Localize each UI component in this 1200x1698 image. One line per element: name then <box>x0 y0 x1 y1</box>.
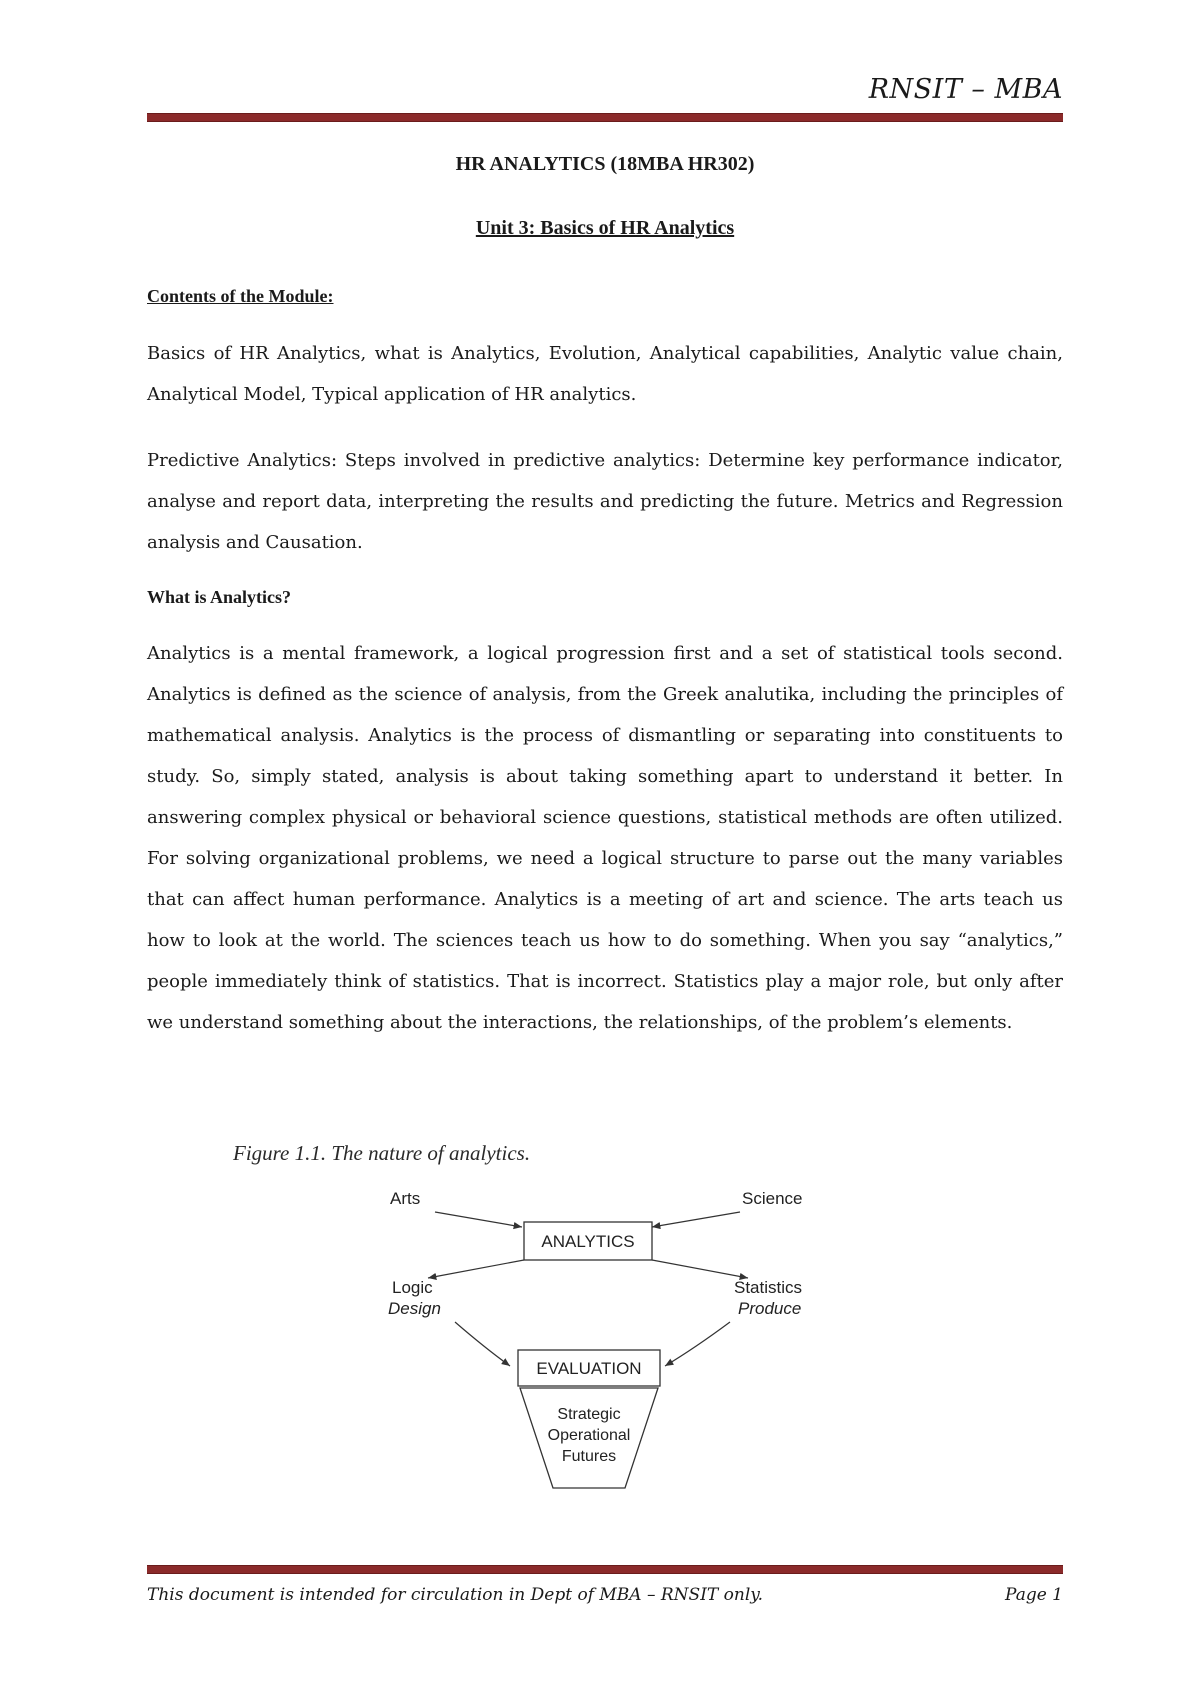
node-produce: Produce <box>738 1299 802 1318</box>
arrow-arts-analytics <box>435 1212 522 1227</box>
unit-title: Unit 3: Basics of HR Analytics <box>475 217 735 239</box>
contents-paragraph: Basics of HR Analytics, what is Analytics, Evolution, Analytical capabilities, Analytic value chain, Analytical Model, Typical application of HR analytics. <box>147 343 1063 405</box>
header-title: RNSIT – MBA <box>868 74 1063 105</box>
footer-rule <box>147 1565 1063 1574</box>
node-operational: Operational <box>547 1427 631 1444</box>
node-design: Design <box>388 1299 441 1318</box>
contents-heading: Contents of the Module: <box>147 286 334 306</box>
node-arts: Arts <box>390 1189 421 1208</box>
analytics-paragraph: Analytics is a mental framework, a logical progression first and a set of statistical tools second. Analytics is defined as the science of analysis, from the Greek analutika, including the principles of mathematical analysis. Analytics is the process of dismantling or separating into constituents to study. So, simply stated, analysis is about taking something apart to understand it better. In answering complex physical or behavioral science questions, statistical methods are often utilized. For solving organizational problems, we need a logical structure to parse out the many variables that can affect human performance. Analytics is a meeting of art and science. The arts teach us how to look at the world. The sciences teach us how to do something. When you say “analytics,” people immediately think of statistics. That is incorrect. Statistics play a major role, but only after we understand something about the interactions, the relationships, of the problem’s elements. <box>147 643 1063 1033</box>
arrow-analytics-statistics <box>652 1260 748 1278</box>
analytics-diagram <box>360 1170 840 1500</box>
arrow-design-evaluation <box>455 1322 510 1366</box>
figure-caption: Figure 1.1. The nature of analytics. <box>233 1141 531 1165</box>
node-science: Science <box>742 1189 803 1208</box>
document-title: HR ANALYTICS (18MBA HR302) <box>455 153 755 175</box>
header-rule <box>147 113 1063 122</box>
section-heading: What is Analytics? <box>147 587 292 607</box>
node-logic: Logic <box>392 1278 433 1297</box>
predictive-paragraph: Predictive Analytics: Steps involved in predictive analytics: Determine key performance indicator, analyse and report data, interpreting the results and predicting the future. Metrics and Regression analysis and Causation. <box>147 450 1063 553</box>
arrow-produce-evaluation <box>665 1322 730 1366</box>
footer-notice: This document is intended for circulation in Dept of MBA – RNSIT only. <box>147 1585 764 1605</box>
arrow-analytics-logic <box>428 1260 524 1278</box>
node-statistics: Statistics <box>734 1278 803 1297</box>
node-strategic: Strategic <box>557 1406 621 1423</box>
node-evaluation: EVALUATION <box>536 1359 642 1378</box>
node-analytics: ANALYTICS <box>541 1232 635 1251</box>
node-futures: Futures <box>561 1448 617 1465</box>
page-number: Page 1 <box>1005 1585 1063 1605</box>
arrow-science-analytics <box>652 1212 740 1227</box>
